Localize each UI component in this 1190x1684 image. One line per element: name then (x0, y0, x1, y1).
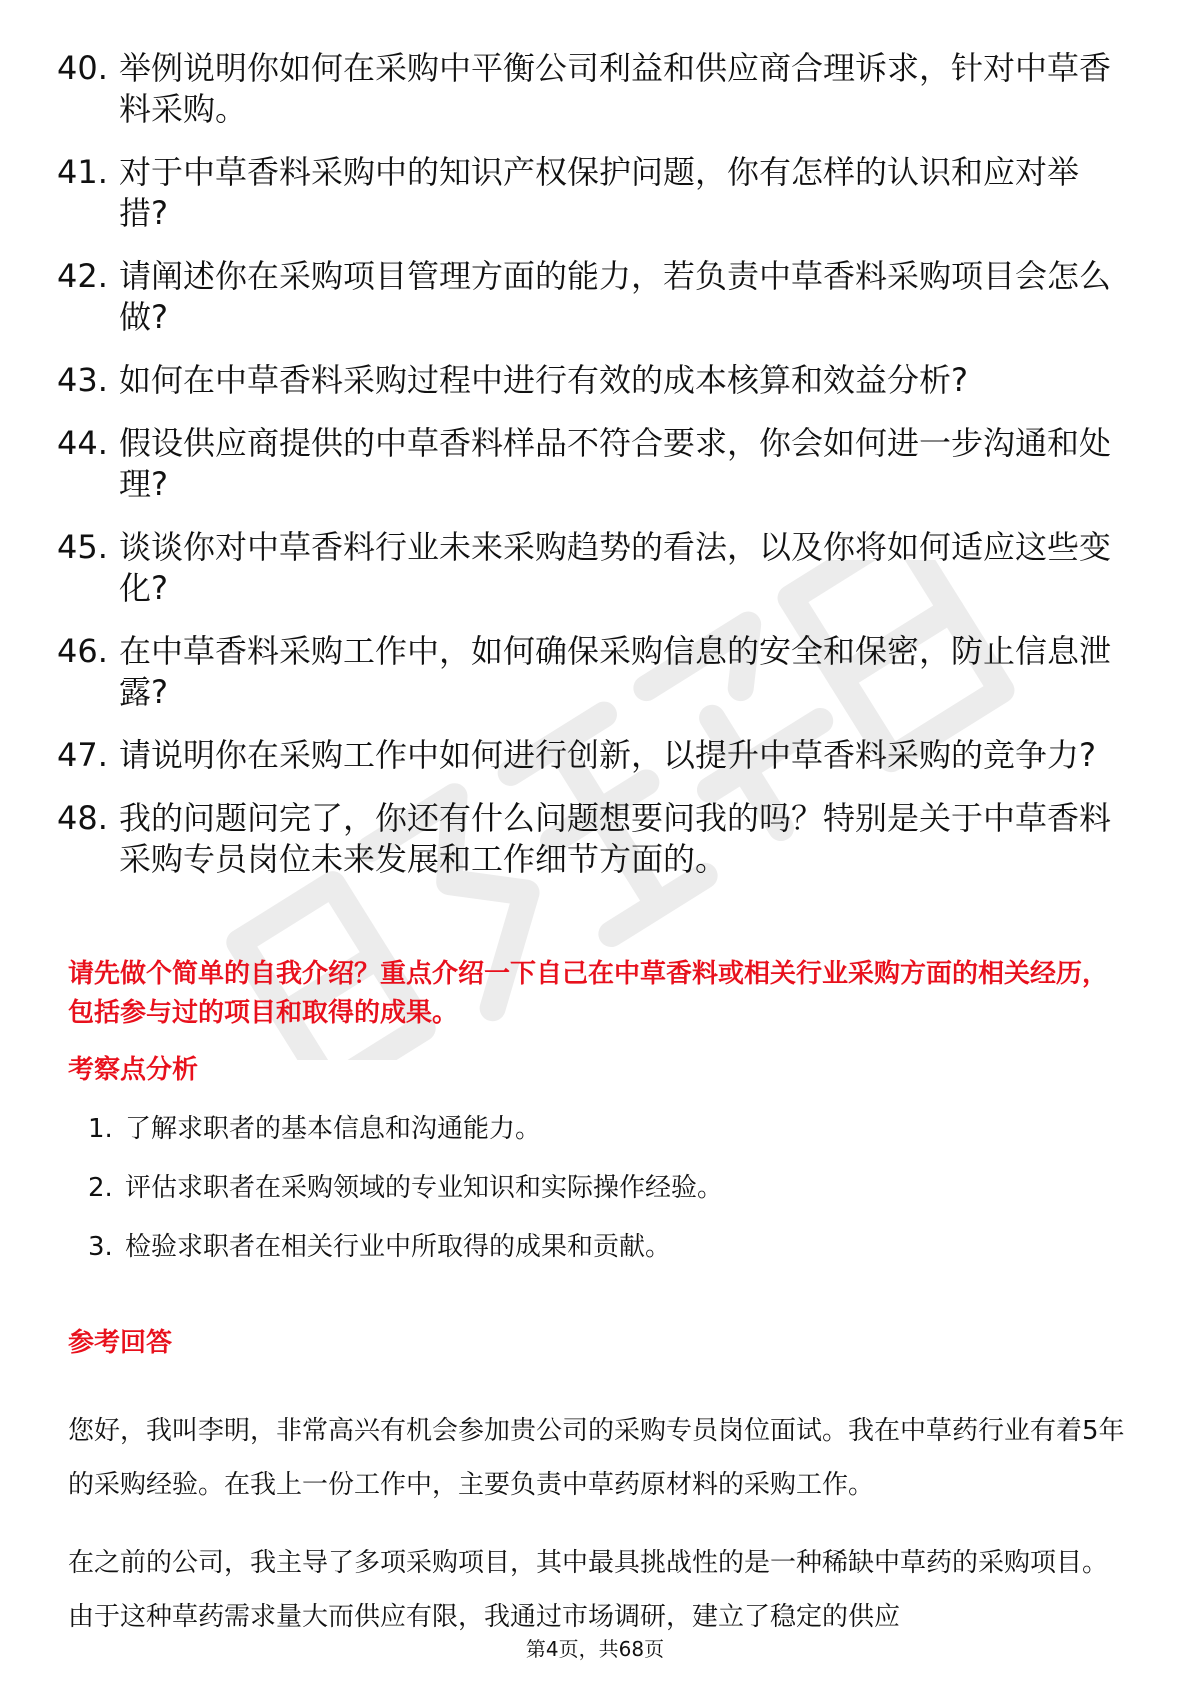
point-text: 了解求职者的基本信息和沟通能力。 (125, 1114, 542, 1144)
featured-question: 请先做个简单的自我介绍？重点介绍一下自己在中草香料或相关行业采购方面的相关经历，包括参与过的项目和取得的成果。 (68, 959, 1109, 1028)
question-item-45 (57, 527, 1117, 609)
question-item-40 (57, 48, 1117, 130)
question-text: 请说明你在采购工作中如何进行创新，以提升中草香料采购的竞争力? (119, 736, 1096, 774)
point-text: 评估求职者在采购领域的专业知识和实际操作经验。 (125, 1173, 724, 1203)
question-text: 谈谈你对中草香料行业未来采购趋势的看法，以及你将如何适应这些变化? (119, 528, 1112, 607)
analysis-heading: 考察点分析 (68, 1055, 199, 1085)
analysis-points (88, 1112, 1088, 1289)
question-item-42 (57, 256, 1117, 338)
question-number: 41. (57, 153, 108, 191)
question-number: 47. (57, 736, 108, 774)
question-item-47 (57, 735, 1117, 776)
point-number: 3. (88, 1232, 113, 1262)
question-number: 45. (57, 528, 108, 566)
question-item-46 (57, 631, 1117, 713)
question-item-48 (57, 798, 1117, 880)
analysis-point (88, 1230, 1088, 1264)
analysis-point (88, 1112, 1088, 1146)
answer-paragraph: 在之前的公司，我主导了多项采购项目，其中最具挑战性的是一种稀缺中草药的采购项目。由于这种草药需求量大而供应有限，我通过市场调研，建立了稳定的供应 (68, 1548, 1109, 1632)
page-footer: 第4页，共68页 (525, 1637, 665, 1661)
question-text: 假设供应商提供的中草香料样品不符合要求，你会如何进一步沟通和处理? (119, 424, 1112, 503)
question-number: 43. (57, 361, 108, 399)
question-text: 对于中草香料采购中的知识产权保护问题，你有怎样的认识和应对举措? (119, 153, 1080, 232)
question-number: 40. (57, 49, 108, 87)
question-text: 如何在中草香料采购过程中进行有效的成本核算和效益分析? (119, 361, 968, 399)
question-number: 42. (57, 257, 108, 295)
question-text: 请阐述你在采购项目管理方面的能力，若负责中草香料采购项目会怎么做? (119, 257, 1112, 336)
analysis-point (88, 1171, 1088, 1205)
question-text: 举例说明你如何在采购中平衡公司利益和供应商合理诉求，针对中草香料采购。 (119, 49, 1112, 128)
answer-paragraph: 您好，我叫李明，非常高兴有机会参加贵公司的采购专员岗位面试。我在中草药行业有着5年的采购经验。在我上一份工作中，主要负责中草药原材料的采购工作。 (68, 1416, 1125, 1500)
question-text: 我的问题问完了，你还有什么问题想要问我的吗？特别是关于中草香料采购专员岗位未来发展和工作细节方面的。 (119, 799, 1112, 878)
point-text: 检验求职者在相关行业中所取得的成果和贡献。 (125, 1232, 672, 1262)
question-text: 在中草香料采购工作中，如何确保采购信息的安全和保密，防止信息泄露? (119, 632, 1112, 711)
question-item-41 (57, 152, 1117, 234)
question-item-44 (57, 423, 1117, 505)
point-number: 2. (88, 1173, 113, 1203)
question-number: 46. (57, 632, 108, 670)
point-number: 1. (88, 1114, 113, 1144)
question-number: 44. (57, 424, 108, 462)
question-number: 48. (57, 799, 108, 837)
question-item-43 (57, 360, 1117, 401)
question-list (57, 48, 1117, 902)
reference-heading: 参考回答 (68, 1328, 173, 1358)
